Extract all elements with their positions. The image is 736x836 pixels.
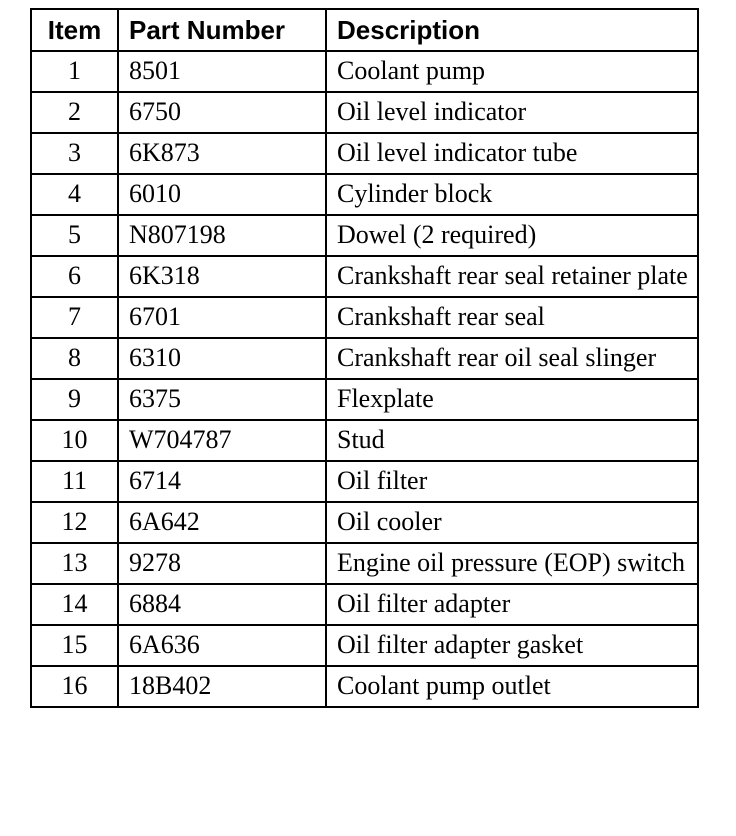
cell-description: Crankshaft rear seal [326, 297, 698, 338]
cell-description: Crankshaft rear oil seal slinger [326, 338, 698, 379]
table-row [31, 420, 698, 461]
cell-item: 11 [31, 461, 118, 502]
cell-description: Cylinder block [326, 174, 698, 215]
cell-description: Flexplate [326, 379, 698, 420]
cell-description: Oil filter adapter gasket [326, 625, 698, 666]
table-row [31, 133, 698, 174]
cell-part-number: 6A636 [118, 625, 326, 666]
table-row [31, 92, 698, 133]
cell-description: Coolant pump [326, 51, 698, 92]
table-row [31, 215, 698, 256]
cell-item: 3 [31, 133, 118, 174]
table-row [31, 666, 698, 707]
table-row [31, 502, 698, 543]
cell-part-number: 6701 [118, 297, 326, 338]
cell-part-number: 8501 [118, 51, 326, 92]
header-part-number: Part Number [118, 9, 326, 51]
cell-description: Oil filter [326, 461, 698, 502]
table-row [31, 256, 698, 297]
header-item: Item [31, 9, 118, 51]
cell-part-number: N807198 [118, 215, 326, 256]
cell-description: Stud [326, 420, 698, 461]
table-header-row [31, 9, 698, 51]
cell-item: 5 [31, 215, 118, 256]
cell-item: 15 [31, 625, 118, 666]
header-description: Description [326, 9, 698, 51]
table-row [31, 174, 698, 215]
table-row [31, 461, 698, 502]
cell-item: 14 [31, 584, 118, 625]
cell-item: 10 [31, 420, 118, 461]
cell-item: 2 [31, 92, 118, 133]
table-row [31, 379, 698, 420]
cell-part-number: 6A642 [118, 502, 326, 543]
cell-part-number: W704787 [118, 420, 326, 461]
cell-part-number: 6K318 [118, 256, 326, 297]
cell-item: 6 [31, 256, 118, 297]
table-row [31, 625, 698, 666]
cell-part-number: 6750 [118, 92, 326, 133]
parts-table [30, 8, 699, 708]
table-row [31, 51, 698, 92]
cell-description: Oil cooler [326, 502, 698, 543]
cell-description: Oil level indicator [326, 92, 698, 133]
cell-part-number: 6714 [118, 461, 326, 502]
cell-part-number: 6K873 [118, 133, 326, 174]
table-row [31, 543, 698, 584]
cell-part-number: 6884 [118, 584, 326, 625]
cell-item: 8 [31, 338, 118, 379]
cell-item: 16 [31, 666, 118, 707]
cell-part-number: 6310 [118, 338, 326, 379]
table-row [31, 584, 698, 625]
cell-part-number: 6375 [118, 379, 326, 420]
table-row [31, 338, 698, 379]
cell-item: 12 [31, 502, 118, 543]
cell-description: Dowel (2 required) [326, 215, 698, 256]
cell-item: 9 [31, 379, 118, 420]
cell-description: Coolant pump outlet [326, 666, 698, 707]
cell-item: 13 [31, 543, 118, 584]
cell-description: Engine oil pressure (EOP) switch [326, 543, 698, 584]
cell-description: Oil filter adapter [326, 584, 698, 625]
cell-part-number: 9278 [118, 543, 326, 584]
cell-item: 1 [31, 51, 118, 92]
cell-description: Oil level indicator tube [326, 133, 698, 174]
cell-item: 4 [31, 174, 118, 215]
cell-part-number: 18B402 [118, 666, 326, 707]
table-row [31, 297, 698, 338]
cell-description: Crankshaft rear seal retainer plate [326, 256, 698, 297]
cell-part-number: 6010 [118, 174, 326, 215]
cell-item: 7 [31, 297, 118, 338]
